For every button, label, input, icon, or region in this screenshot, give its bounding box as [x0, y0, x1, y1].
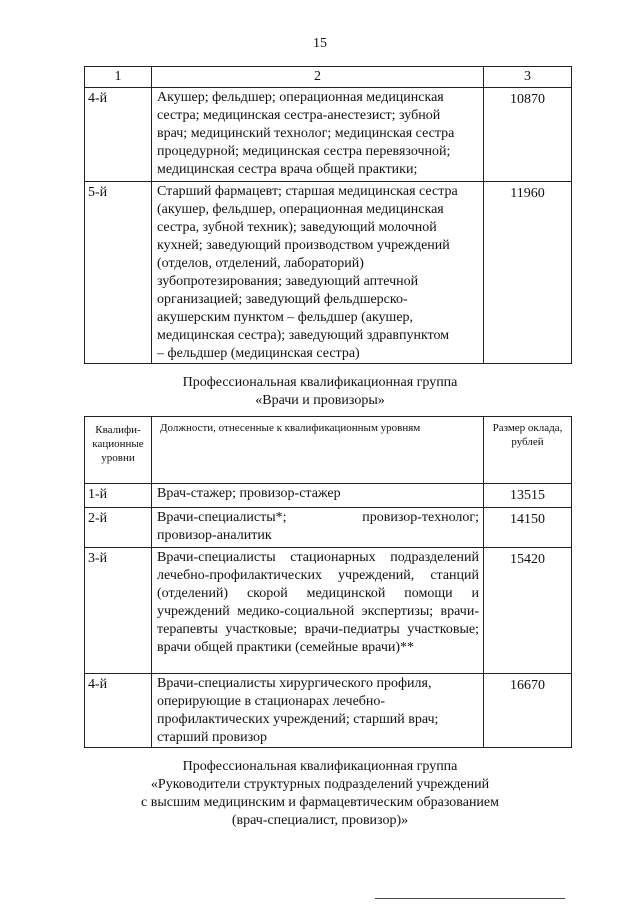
header-line: Размер оклада, — [492, 422, 563, 434]
level-cell: 5-й — [85, 182, 152, 364]
section-heading-managers — [0, 758, 640, 830]
positions-cell — [152, 508, 484, 548]
positions-cell — [152, 674, 484, 748]
text-line: организацией; заведующий фельдшерско- — [157, 292, 408, 307]
text-part: Врачи-специалисты*; — [157, 510, 287, 525]
salary-cell: 15420 — [484, 548, 572, 674]
text-line — [157, 509, 479, 527]
table-row — [85, 548, 572, 674]
header-line: уровни — [101, 452, 135, 464]
text-line: (акушер, фельдшер, операционная медицинская — [157, 202, 444, 217]
salary-cell: 11960 — [484, 182, 572, 364]
text-line: медицинская сестра); заведующий здравпунктом — [157, 328, 450, 343]
positions-cell — [152, 182, 484, 364]
header-line: рублей — [511, 436, 544, 448]
text-line: зубопротезирования; заведующий аптечной — [157, 274, 419, 289]
heading-line: «Руководители структурных подразделений учреждений — [150, 777, 490, 792]
level-cell: 4-й — [85, 88, 152, 182]
text-line: Врачи-специалисты хирургического профиля, — [157, 676, 432, 691]
text-line: провизор-аналитик — [157, 528, 272, 543]
text-line: врач; медицинский технолог; медицинская сестра — [157, 126, 455, 141]
heading-line: (врач-специалист, провизор)» — [231, 813, 409, 828]
level-cell: 3-й — [85, 548, 152, 674]
salary-cell: 16670 — [484, 674, 572, 748]
salary-table-doctors — [84, 416, 572, 748]
page-number: 15 — [313, 36, 327, 51]
positions-cell — [152, 88, 484, 182]
text-part: провизор-технолог; — [362, 510, 479, 525]
header-salary — [484, 417, 572, 484]
level-cell: 2-й — [85, 508, 152, 548]
text-line: Акушер; фельдшер; операционная медицинская — [157, 90, 444, 105]
salary-cell: 10870 — [484, 88, 572, 182]
salary-cell: 14150 — [484, 508, 572, 548]
table-row — [85, 674, 572, 748]
level-cell: 4-й — [85, 674, 152, 748]
positions-cell: Врачи-специалисты стационарных подразделений лечебно-профилактических учреждений, станций (отделений) скорой медицинской помощи и учреждений медико-социальной экспертизы; врачи-терапевты участковые; врачи-педиатры участковые; врачи общей практики (семейные врачи)** — [152, 548, 484, 674]
text-line: профилактических учреждений; старший врач; — [157, 712, 439, 727]
text-line: оперирующие в стационарах лечебно- — [157, 694, 386, 709]
text-line: кухней; заведующий производством учреждений — [157, 238, 450, 253]
text-line: акушерским пунктом – фельдшер (акушер, — [157, 310, 414, 325]
text-line: (отделов, отделений, лабораторий) — [157, 256, 364, 271]
table-row — [85, 182, 572, 364]
header-positions: Должности, отнесенные к квалификационным уровням — [152, 417, 484, 484]
section-heading-doctors — [0, 374, 640, 410]
salary-cell: 13515 — [484, 484, 572, 508]
text-line: сестра, зубной техник); заведующий молочной — [157, 220, 437, 235]
heading-line: «Врачи и провизоры» — [255, 393, 385, 408]
text-line: старший провизор — [157, 730, 268, 745]
header-col-3: 3 — [484, 67, 572, 88]
positions-cell: Врач-стажер; провизор-стажер — [152, 484, 484, 508]
salary-table-nurses — [84, 66, 572, 364]
text-line: Старший фармацевт; старшая медицинская сестра — [157, 184, 458, 199]
text-line: процедурной; медицинская сестра перевязочной; — [157, 144, 451, 159]
text-line: медицинская сестра врача общей практики; — [157, 162, 418, 177]
header-line: кационные — [92, 438, 144, 450]
table-row — [85, 484, 572, 508]
table-header-row — [85, 417, 572, 484]
header-level — [85, 417, 152, 484]
text-line: сестра; медицинская сестра-анестезист; зубной — [157, 108, 441, 123]
table-header-row — [85, 67, 572, 88]
bottom-divider — [375, 898, 565, 899]
heading-line: Профессиональная квалификационная группа — [182, 759, 458, 774]
header-col-2: 2 — [152, 67, 484, 88]
table-row — [85, 88, 572, 182]
header-line: Квалифи- — [95, 424, 141, 436]
text-line: – фельдшер (медицинская сестра) — [157, 346, 360, 361]
heading-line: с высшим медицинским и фармацевтическим образованием — [141, 795, 499, 810]
header-col-1: 1 — [85, 67, 152, 88]
table-row — [85, 508, 572, 548]
heading-line: Профессиональная квалификационная группа — [182, 375, 458, 390]
level-cell: 1-й — [85, 484, 152, 508]
